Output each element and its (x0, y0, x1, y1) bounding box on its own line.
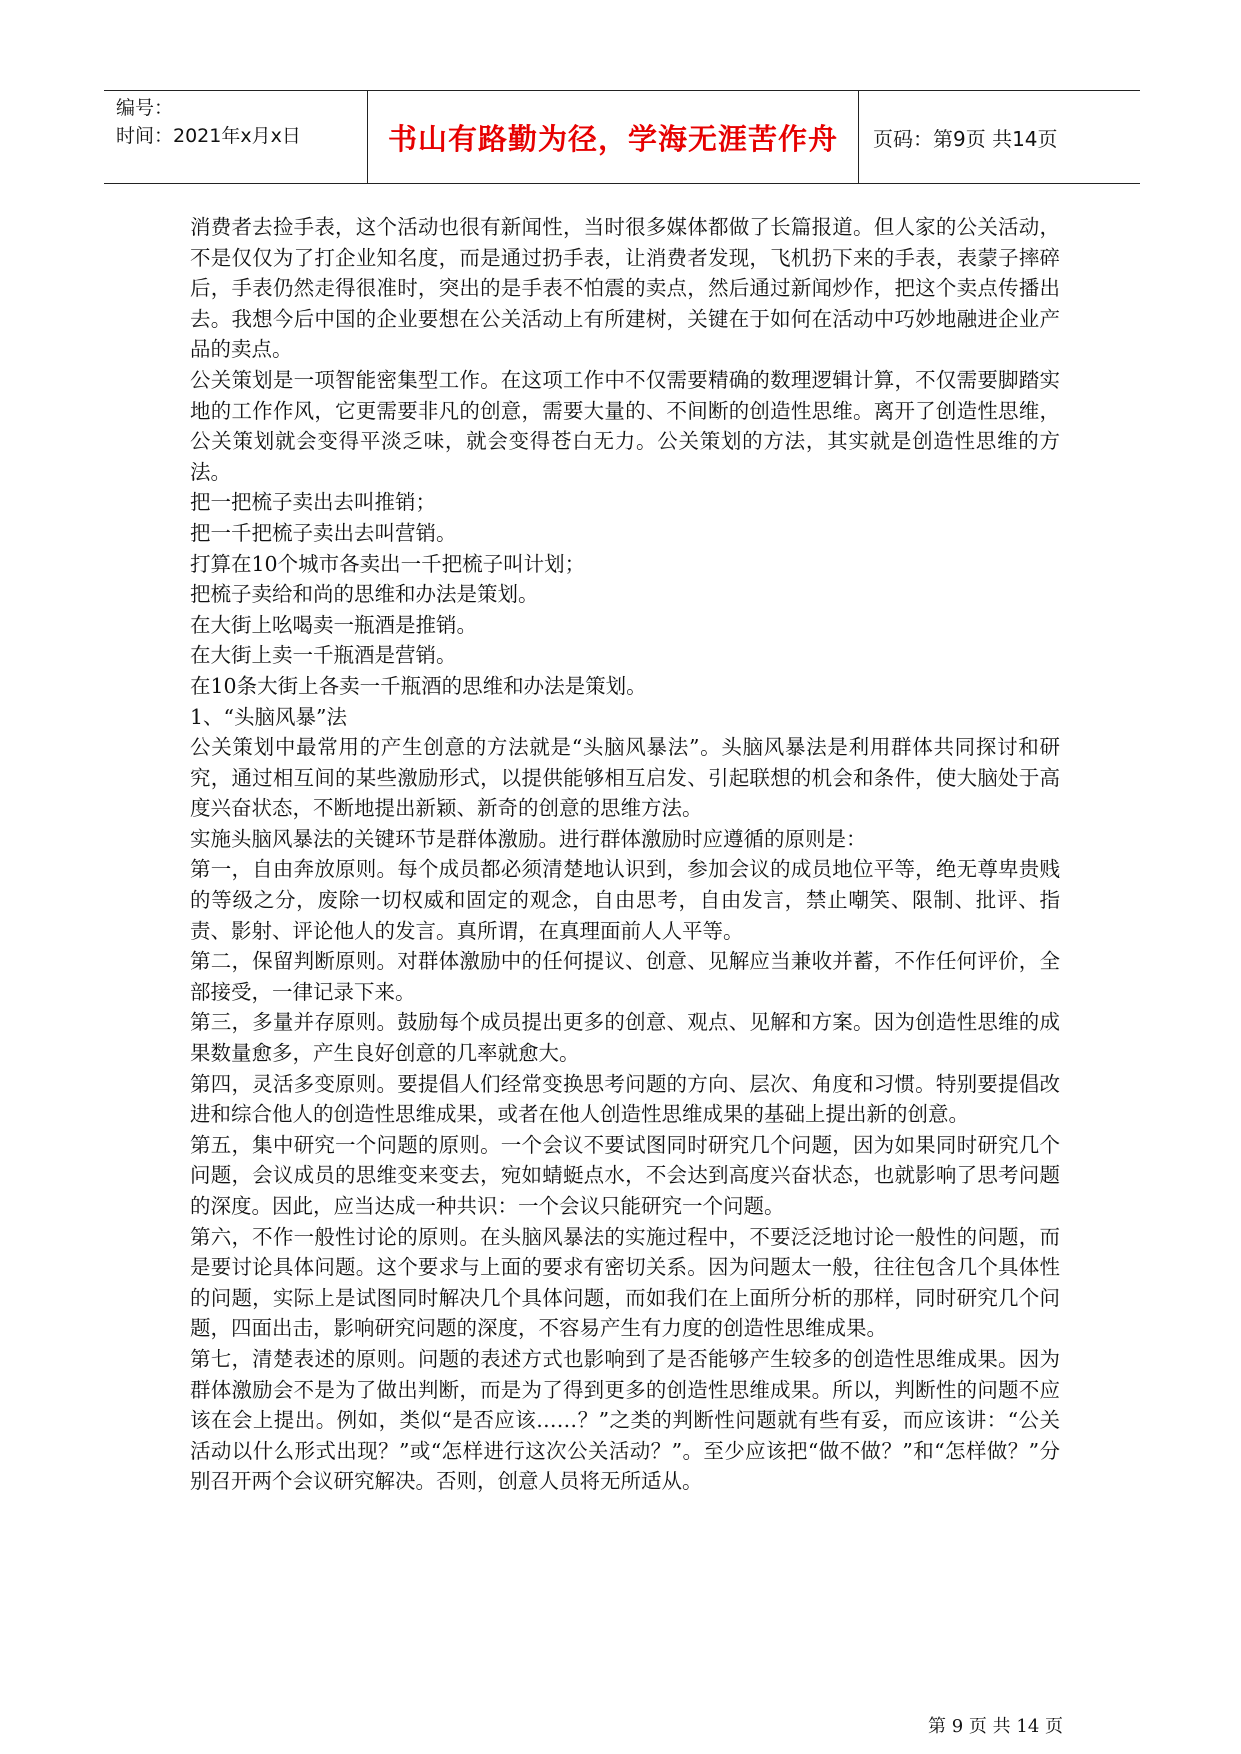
paragraph: 第一，自由奔放原则。每个成员都必须清楚地认识到，参加会议的成员地位平等，绝无尊卑贵贱的等级之分，废除一切权威和固定的观念，自由思考，自由发言，禁止嘲笑、限制、批评、指责、影射、评论他人的发言。真所谓，在真理面前人人平等。 (190, 857, 1060, 943)
paragraph: 把一把梳子卖出去叫推销； (190, 490, 436, 515)
header-page-info: 页码：第9页 共14页 (873, 126, 1058, 151)
paragraph: 把一千把梳子卖出去叫营销。 (190, 520, 457, 545)
paragraph: 第二，保留判断原则。对群体激励中的任何提议、创意、见解应当兼收并蓄，不作任何评价，全部接受，一律记录下来。 (190, 949, 1060, 1004)
paragraph: 第七，清楚表述的原则。问题的表述方式也影响到了是否能够产生较多的创造性思维成果。因为群体激励会不是为了做出判断，而是为了得到更多的创造性思维成果。所以，判断性的问题不应该在会上提出。例如，类似“是否应该……？”之类的判断性问题就有些有妥，而应该讲：“公关活动以什么形式出现？”或“怎样进行这次公关活动？”。至少应该把“做不做？”和“怎样做？”分别召开两个会议研究解决。否则，创意人员将无所适从。 (190, 1346, 1060, 1494)
document-time-label: 时间：2021年x月x日 (116, 125, 301, 147)
header-meta (104, 91, 368, 183)
paragraph: 第五，集中研究一个问题的原则。一个会议不要试图同时研究几个问题，因为如果同时研究几个问题，会议成员的思维变来变去，宛如蜻蜓点水，不会达到高度兴奋状态，也就影响了思考问题的深度。因此，应当达成一种共识：一个会议只能研究一个问题。 (190, 1132, 1060, 1218)
paragraph: 实施头脑风暴法的关键环节是群体激励。进行群体激励时应遵循的原则是： (190, 826, 867, 851)
paragraph: 把梳子卖给和尚的思维和办法是策划。 (190, 582, 539, 607)
paragraph: 公关策划是一项智能密集型工作。在这项工作中不仅需要精确的数理逻辑计算，不仅需要脚踏实地的工作作风，它更需要非凡的创意，需要大量的、不间断的创造性思维。离开了创造性思维，公关策划就会变得平淡乏味，就会变得苍白无力。公关策划的方法，其实就是创造性思维的方法。 (190, 367, 1060, 484)
document-body (190, 212, 1060, 1497)
paragraph: 在大街上吆喝卖一瓶酒是推销。 (190, 612, 477, 637)
paragraph: 第六，不作一般性讨论的原则。在头脑风暴法的实施过程中，不要泛泛地讨论一般性的问题，而是要讨论具体问题。这个要求与上面的要求有密切关系。因为问题太一般，往往包含几个具体性的问题，实际上是试图同时解决几个具体问题，而如我们在上面所分析的那样，同时研究几个问题，四面出击，影响研究问题的深度，不容易产生有力度的创造性思维成果。 (190, 1224, 1060, 1341)
paragraph: 消费者去捡手表，这个活动也很有新闻性，当时很多媒体都做了长篇报道。但人家的公关活动，不是仅仅为了打企业知名度，而是通过扔手表，让消费者发现，飞机扔下来的手表，表蒙子摔碎后，手表仍然走得很准时，突出的是手表不怕震的卖点，然后通过新闻炒作，把这个卖点传播出去。我想今后中国的企业要想在公关活动上有所建树，关键在于如何在活动中巧妙地融进企业产品的卖点。 (190, 215, 1060, 362)
paragraph: 公关策划中最常用的产生创意的方法就是“头脑风暴法”。头脑风暴法是利用群体共同探讨和研究，通过相互间的某些激励形式，以提供能够相互启发、引起联想的机会和条件，使大脑处于高度兴奋状态，不断地提出新颖、新奇的创意的思维方法。 (190, 735, 1060, 821)
paragraph: 在10条大街上各卖一千瓶酒的思维和办法是策划。 (190, 673, 647, 698)
document-number-label: 编号： (116, 97, 174, 119)
paragraph: 打算在10个城市各卖出一千把梳子叫计划； (190, 551, 586, 576)
paragraph: 第四，灵活多变原则。要提倡人们经常变换思考问题的方向、层次、角度和习惯。特别要提倡改进和综合他人的创造性思维成果，或者在他人创造性思维成果的基础上提出新的创意。 (190, 1071, 1060, 1127)
page-header (104, 90, 1140, 184)
header-motto: 书山有路勤为径，学海无涯苦作舟 (368, 91, 859, 183)
page-footer: 第 9 页 共 14 页 (928, 1716, 1063, 1737)
paragraph: 第三，多量并存原则。鼓励每个成员提出更多的创意、观点、见解和方案。因为创造性思维的成果数量愈多，产生良好创意的几率就愈大。 (190, 1010, 1060, 1066)
section-heading: 1、“头脑风暴”法 (190, 704, 348, 729)
paragraph: 在大街上卖一千瓶酒是营销。 (190, 643, 457, 668)
